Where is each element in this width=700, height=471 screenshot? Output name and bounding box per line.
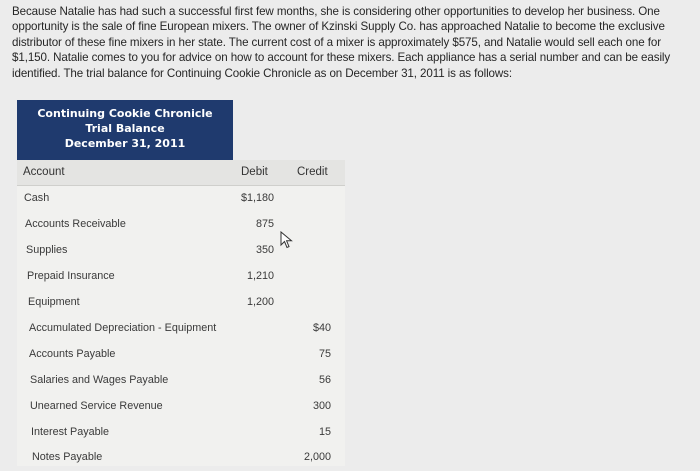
table-row — [17, 342, 345, 368]
table-row — [17, 212, 345, 238]
table-row — [17, 290, 345, 316]
trial-balance-header — [17, 100, 233, 160]
account-name: Equipment — [28, 296, 80, 308]
table-row — [17, 368, 345, 394]
account-name: Cash — [24, 192, 50, 204]
debit-amount: 875 — [255, 218, 274, 230]
credit-amount: 300 — [312, 400, 331, 412]
account-name: Unearned Service Revenue — [30, 400, 163, 412]
account-name: Supplies — [26, 244, 68, 256]
account-name: Salaries and Wages Payable — [30, 374, 169, 386]
account-column-header: Account — [23, 166, 65, 178]
credit-column-header: Credit — [297, 166, 328, 178]
table-row — [17, 186, 345, 212]
account-name: Accounts Payable — [29, 348, 116, 360]
table-row — [17, 316, 345, 342]
debit-amount: $1,180 — [240, 192, 274, 204]
debit-amount: 350 — [255, 244, 274, 256]
account-name: Interest Payable — [31, 426, 110, 438]
credit-amount: 15 — [318, 426, 331, 438]
table-row — [17, 264, 345, 290]
account-name: Accumulated Depreciation - Equipment — [29, 322, 217, 334]
statement-title: Trial Balance — [85, 122, 165, 135]
statement-date: December 31, 2011 — [64, 137, 186, 150]
table-row — [17, 445, 345, 471]
intro-paragraph: Because Natalie has had such a successful first few months, she is considering other opportunities to develop her business. One opportunity is the sale of fine European mixers. The owner of Kzinski Supply Co. has approached Natalie to become the exclusive distributor of these fine mixers in her state. The current cost of a mixer is approximately $575, and Natalie would sell each one for $1,150. Natalie comes to you for advice on how to account for these mixers. Each appliance has a serial number and can be easily identified. The trial balance for Continuing Cookie Chronicle as on December 31, 2011 is as follows: — [12, 5, 671, 80]
account-name: Notes Payable — [32, 451, 103, 463]
credit-amount: $40 — [312, 322, 331, 334]
credit-amount: 75 — [318, 348, 331, 360]
credit-amount: 2,000 — [303, 451, 331, 463]
debit-amount: 1,210 — [246, 270, 274, 282]
debit-column-header: Debit — [241, 166, 268, 178]
column-header-row — [17, 160, 345, 186]
trial-balance-table — [17, 160, 345, 466]
credit-amount: 56 — [318, 374, 331, 386]
table-row — [17, 420, 345, 446]
table-row — [17, 238, 345, 264]
mouse-pointer-icon — [280, 231, 294, 249]
account-name: Prepaid Insurance — [27, 270, 115, 282]
company-name: Continuing Cookie Chronicle — [37, 107, 213, 120]
table-row — [17, 394, 345, 420]
account-name: Accounts Receivable — [25, 218, 126, 230]
debit-amount: 1,200 — [246, 296, 274, 308]
